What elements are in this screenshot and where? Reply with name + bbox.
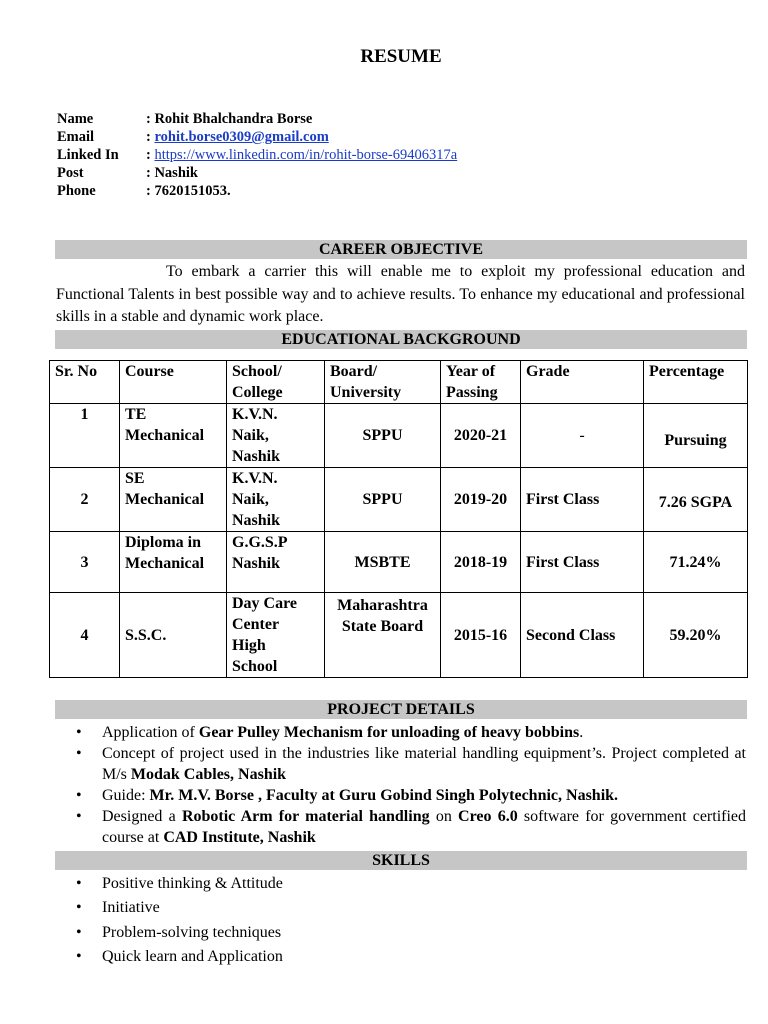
name-label: Name (57, 111, 94, 127)
cell-sr: 2 (50, 468, 120, 532)
cell-school: K.V.N. Naik, Nashik (227, 468, 325, 532)
table-row (50, 404, 748, 468)
cell-school: K.V.N. Naik, Nashik (227, 404, 325, 468)
education-table (49, 360, 748, 678)
cell-sr: 4 (50, 593, 120, 678)
linkedin-link[interactable]: https://www.linkedin.com/in/rohit-borse-69406317a (154, 147, 458, 163)
table-row (50, 593, 748, 678)
project-details-heading: PROJECT DETAILS (55, 700, 747, 719)
table-row (50, 532, 748, 593)
career-objective-body: To embark a carrier this will enable me to exploit my professional education and Functional Talents in best possible way and to achieve results. To enhance my educational and professional skills in a stable and dynamic work place. (56, 263, 745, 325)
list-item: • Initiative (56, 896, 746, 920)
cell-grade: First Class (521, 468, 644, 532)
post-row (57, 164, 457, 182)
header-sr-no: Sr. No (50, 361, 120, 404)
cell-school: G.G.S.P Nashik (227, 532, 325, 593)
list-item: • Problem-solving techniques (56, 921, 746, 945)
list-item: • Application of Gear Pulley Mechanism for unloading of heavy bobbins. (56, 722, 746, 743)
linkedin-separator: : (146, 147, 155, 163)
cell-course: S.S.C. (120, 593, 227, 678)
name-value: : Rohit Bhalchandra Borse (146, 111, 313, 127)
list-item: • Designed a Robotic Arm for material handling on Creo 6.0 software for government certified course at CAD Institute, Nashik (56, 806, 746, 848)
linkedin-label: Linked In (57, 147, 119, 163)
personal-info (57, 110, 457, 200)
email-label: Email (57, 129, 95, 145)
career-objective-text (56, 261, 745, 329)
header-grade: Grade (521, 361, 644, 404)
table-header-row (50, 361, 748, 404)
name-row (57, 110, 457, 128)
skills-list (56, 872, 746, 969)
cell-grade: First Class (521, 532, 644, 593)
phone-value: : 7620151053. (146, 183, 231, 199)
header-year: Year of Passing (441, 361, 521, 404)
cell-percentage: 7.26 SGPA (644, 468, 748, 532)
header-board: Board/ University (325, 361, 441, 404)
header-course: Course (120, 361, 227, 404)
skills-heading: SKILLS (55, 851, 747, 870)
cell-board: MSBTE (325, 532, 441, 593)
post-label: Post (57, 165, 84, 181)
cell-percentage: 59.20% (644, 593, 748, 678)
cell-course: SE Mechanical (120, 468, 227, 532)
phone-row (57, 182, 457, 200)
linkedin-row (57, 146, 457, 164)
cell-grade: - (521, 404, 644, 468)
cell-course: Diploma in Mechanical (120, 532, 227, 593)
list-item: • Quick learn and Application (56, 945, 746, 969)
phone-label: Phone (57, 183, 96, 199)
cell-board: SPPU (325, 468, 441, 532)
cell-sr: 3 (50, 532, 120, 593)
list-item: • Positive thinking & Attitude (56, 872, 746, 896)
cell-year: 2015-16 (441, 593, 521, 678)
cell-course: TE Mechanical (120, 404, 227, 468)
post-value: : Nashik (146, 165, 198, 181)
header-school: School/ College (227, 361, 325, 404)
cell-sr: 1 (50, 404, 120, 468)
list-item: • Guide: Mr. M.V. Borse , Faculty at Guru Gobind Singh Polytechnic, Nashik. (56, 785, 746, 806)
education-heading: EDUCATIONAL BACKGROUND (55, 330, 747, 349)
cell-school: Day Care Center High School (227, 593, 325, 678)
cell-grade: Second Class (521, 593, 644, 678)
email-separator: : (146, 129, 155, 145)
email-link[interactable]: rohit.borse0309@gmail.com (154, 129, 329, 145)
cell-board: Maharashtra State Board (325, 593, 441, 678)
email-row (57, 128, 457, 146)
cell-year: 2019-20 (441, 468, 521, 532)
cell-percentage: 71.24% (644, 532, 748, 593)
header-percentage: Percentage (644, 361, 748, 404)
cell-year: 2020-21 (441, 404, 521, 468)
project-list (56, 722, 746, 848)
table-row (50, 468, 748, 532)
cell-year: 2018-19 (441, 532, 521, 593)
cell-percentage: Pursuing (644, 404, 748, 468)
resume-title: RESUME (360, 46, 442, 67)
cell-board: SPPU (325, 404, 441, 468)
list-item: • Concept of project used in the industries like material handling equipment’s. Project completed at M/s Modak Cables, Nashik (56, 743, 746, 785)
career-objective-heading: CAREER OBJECTIVE (55, 240, 747, 259)
